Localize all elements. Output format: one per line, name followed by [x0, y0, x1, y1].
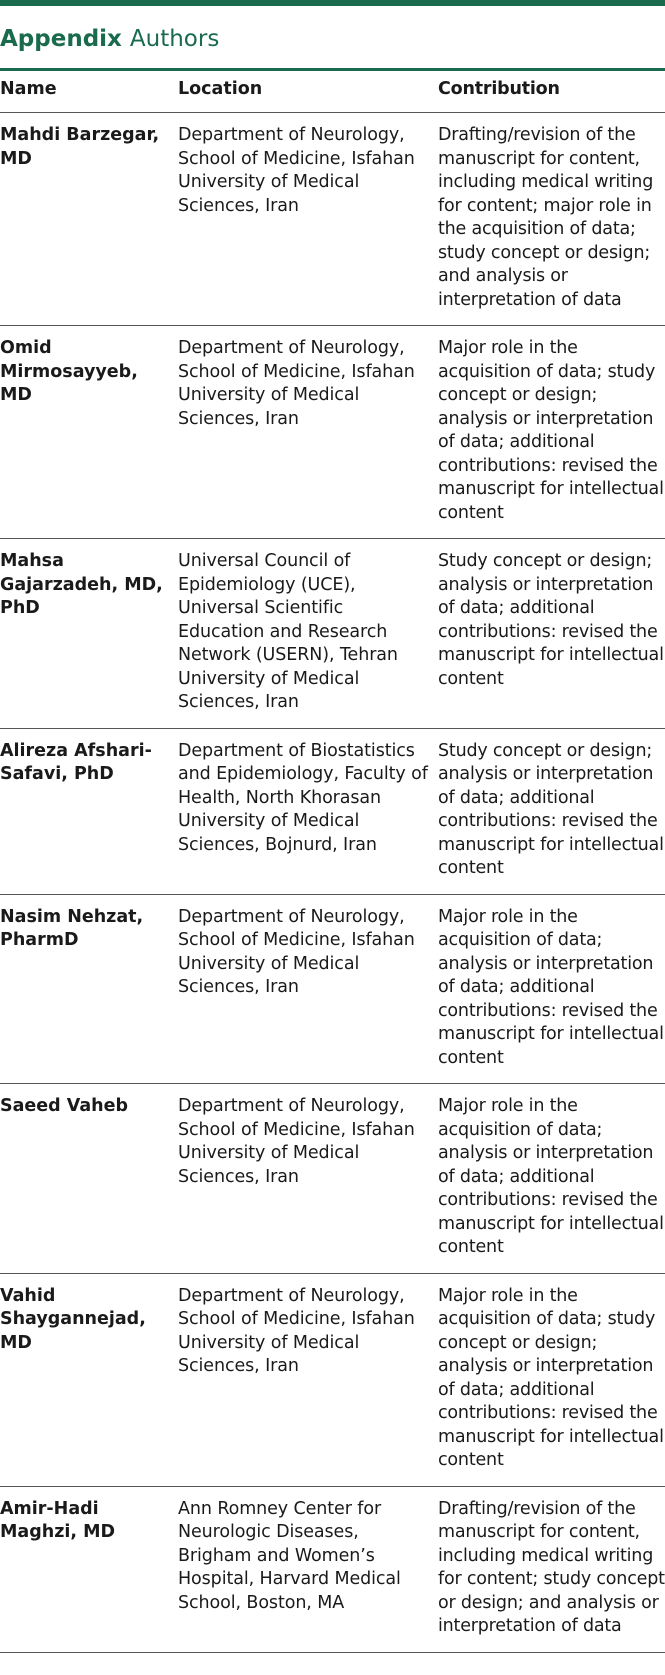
- table-row: [0, 1084, 665, 1274]
- table-row: [0, 326, 665, 539]
- column-header-name: Name: [0, 74, 178, 113]
- table-row: [0, 539, 665, 729]
- author-name: Omid Mirmosayyeb, MD: [0, 326, 178, 539]
- author-contribution: Major role in the acquisition of data; study concept or design; analysis or interpretation of data; additional contributions: revised the manuscript for intellectual content: [438, 326, 665, 539]
- author-name: Mahsa Gajarzadeh, MD, PhD: [0, 539, 178, 729]
- column-header-location: Location: [178, 74, 438, 113]
- title-divider: [0, 68, 665, 71]
- appendix-heading: Authors: [129, 26, 220, 52]
- author-name: Alireza Afshari-Safavi, PhD: [0, 728, 178, 894]
- author-location: Universal Council of Epidemiology (UCE), Universal Scientific Education and Research Network (USERN), Tehran University of Medical Sciences, Iran: [178, 539, 438, 729]
- table-row: [0, 1273, 665, 1486]
- column-header-contribution: Contribution: [438, 74, 665, 113]
- table-header-row: [0, 74, 665, 113]
- author-contribution: Major role in the acquisition of data; analysis or interpretation of data; additional contributions: revised the manuscript for intellectual content: [438, 894, 665, 1084]
- appendix-label: Appendix: [0, 26, 122, 52]
- author-contribution: Major role in the acquisition of data; analysis or interpretation of data; additional contributions: revised the manuscript for intellectual content: [438, 1084, 665, 1274]
- author-location: Department of Biostatistics and Epidemiology, Faculty of Health, North Khorasan University of Medical Sciences, Bojnurd, Iran: [178, 728, 438, 894]
- author-contribution: Study concept or design; analysis or interpretation of data; additional contributions: revised the manuscript for intellectual content: [438, 539, 665, 729]
- table-row: [0, 728, 665, 894]
- author-location: Department of Neurology, School of Medicine, Isfahan University of Medical Sciences, Iran: [178, 894, 438, 1084]
- table-row: [0, 1486, 665, 1652]
- author-location: Department of Neurology, School of Medicine, Isfahan University of Medical Sciences, Iran: [178, 113, 438, 326]
- authors-table: [0, 74, 665, 1653]
- author-location: Department of Neurology, School of Medicine, Isfahan University of Medical Sciences, Iran: [178, 326, 438, 539]
- author-contribution: Major role in the acquisition of data; study concept or design; analysis or interpretation of data; additional contributions: revised the manuscript for intellectual content: [438, 1273, 665, 1486]
- top-accent-bar: [0, 0, 665, 6]
- author-location: Department of Neurology, School of Medicine, Isfahan University of Medical Sciences, Iran: [178, 1084, 438, 1274]
- author-contribution: Study concept or design; analysis or interpretation of data; additional contributions: revised the manuscript for intellectual content: [438, 728, 665, 894]
- author-name: Saeed Vaheb: [0, 1084, 178, 1274]
- table-row: [0, 894, 665, 1084]
- author-location: Department of Neurology, School of Medicine, Isfahan University of Medical Sciences, Iran: [178, 1273, 438, 1486]
- author-name: Amir-Hadi Maghzi, MD: [0, 1486, 178, 1652]
- author-name: Nasim Nehzat, PharmD: [0, 894, 178, 1084]
- author-location: Ann Romney Center for Neurologic Diseases, Brigham and Women’s Hospital, Harvard Medical School, Boston, MA: [178, 1486, 438, 1652]
- author-contribution: Drafting/revision of the manuscript for content, including medical writing for content; major role in the acquisition of data; study concept or design; and analysis or interpretation of data: [438, 113, 665, 326]
- author-contribution: Drafting/revision of the manuscript for content, including medical writing for content; study concept or design; and analysis or interpretation of data: [438, 1486, 665, 1652]
- appendix-title: [0, 22, 219, 56]
- author-name: Vahid Shaygannejad, MD: [0, 1273, 178, 1486]
- table-row: [0, 113, 665, 326]
- author-name: Mahdi Barzegar, MD: [0, 113, 178, 326]
